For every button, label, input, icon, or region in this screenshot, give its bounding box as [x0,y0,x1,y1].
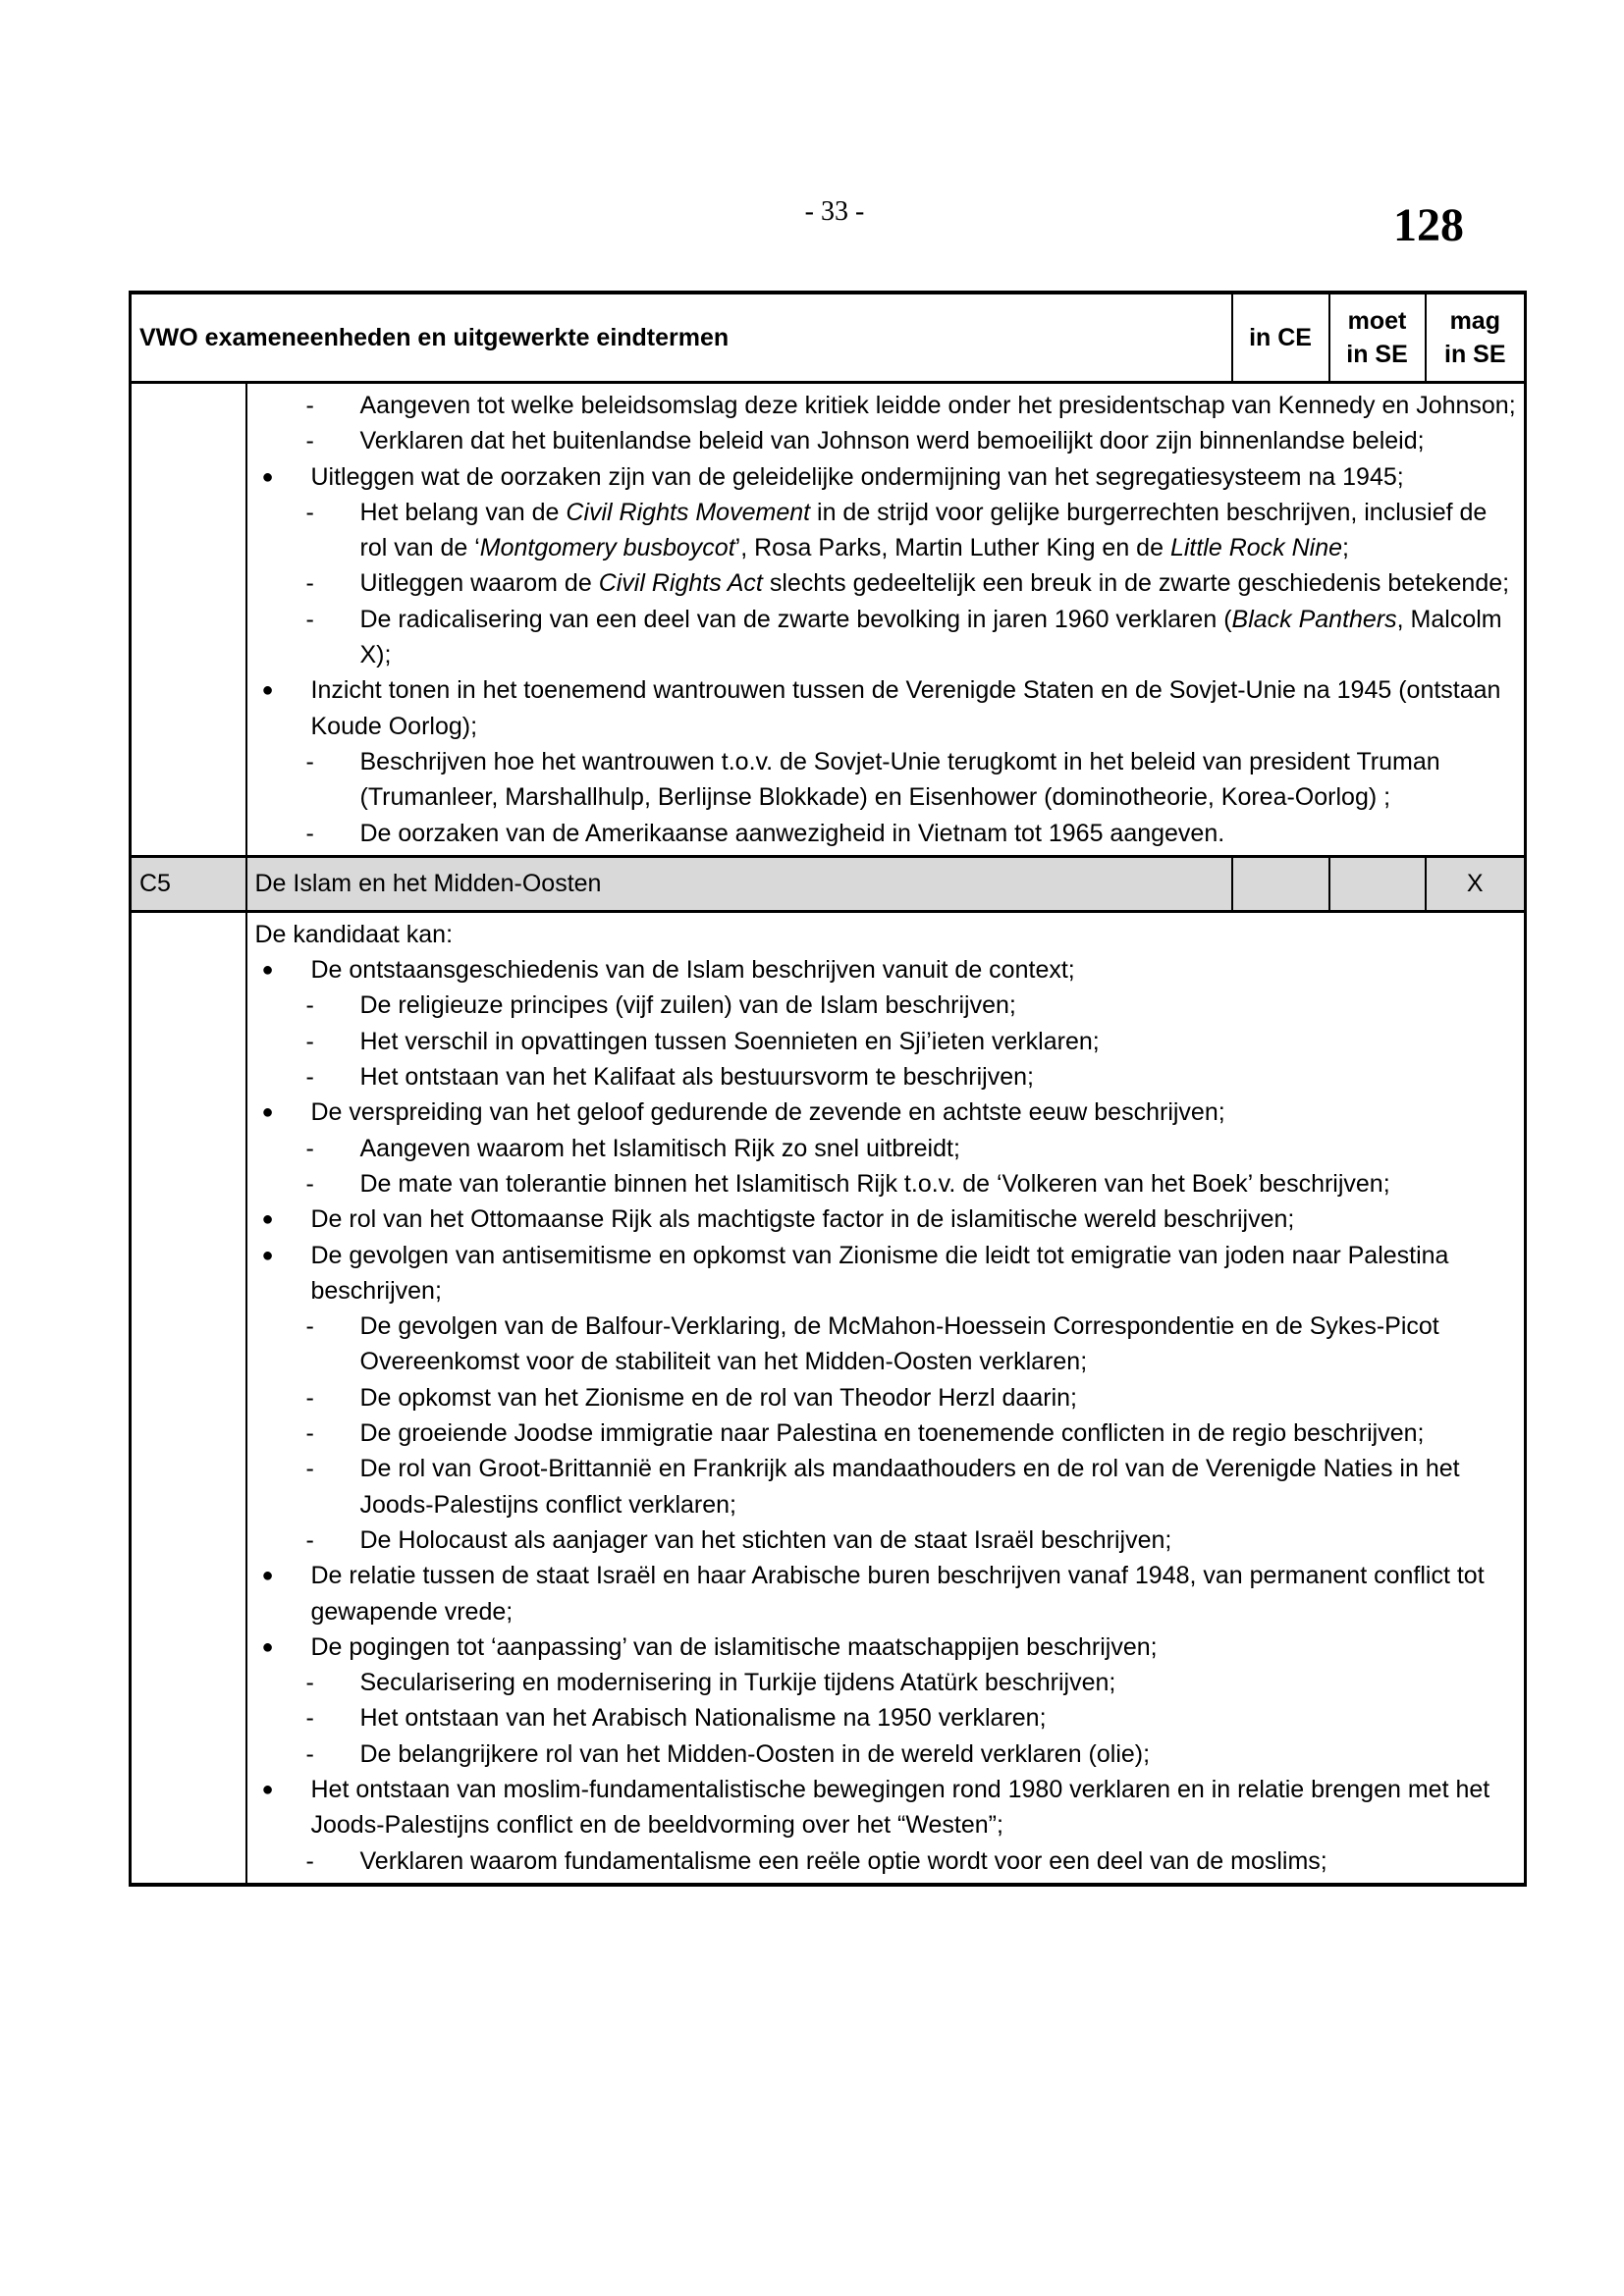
item-text: De gevolgen van antisemitisme en opkomst van Zionisme die leidt tot emigratie van joden naar Palestina beschrijven; [310,1241,1449,1305]
sub-item [255,816,1521,851]
sub-item [255,1700,1521,1735]
item-text: Het ontstaan van het Kalifaat als bestuursvorm te beschrijven; [359,1063,1034,1092]
header-moet-line1: moet [1347,307,1407,335]
item-text: De groeiende Joodse immigratie naar Palestina en toenemende conflicten in de regio beschrijven; [359,1419,1425,1448]
item-text: Beschrijven hoe het wantrouwen t.o.v. de Sovjet-Unie terugkomt in het beleid van president Truman (Trumanleer, Marshallhulp, Berlijnse Blokkade) en Eisenhower (dominotheorie, Korea-Oorlog) ; [359,747,1440,812]
sub-item [255,1451,1521,1522]
intro-text: De kandidaat kan: [254,920,454,948]
item-text: De ontstaansgeschiedenis van de Islam beschrijven vanuit de context; [310,956,1075,985]
code-cell-empty [131,911,246,1885]
dash-icon: - [305,1383,314,1412]
page-number: - 33 - [804,196,865,227]
dash-icon: - [305,1739,314,1768]
section-mag-in-se: X [1426,856,1526,911]
dash-icon: - [305,605,314,633]
item-text: De Holocaust als aanjager van het stichten van de staat Israël beschrijven; [359,1525,1172,1554]
eindtermen-list-block2 [255,952,1521,1879]
sub-item [255,1522,1521,1558]
bullet-icon: ● [261,1635,274,1658]
section-title: De Islam en het Midden-Oosten [246,856,1232,911]
item-text: De rol van Groot-Brittannië en Frankrijk als mandaathouders en de rol van de Verenigde Naties in het Joods-Palestijns conflict verklaren; [359,1455,1460,1519]
sub-item [255,744,1521,816]
table-header-row [131,293,1526,383]
item-text: Het belang van de Civil Rights Movement in de strijd voor gelijke burgerrechten beschrijven, inclusief de rol van de ‘Montgomery busboycot’, Rosa Parks, Martin Luther King en de Little Rock Nine; [359,498,1488,562]
section-code: C5 [131,856,246,911]
item-text: Uitleggen waarom de Civil Rights Act slechts gedeeltelijk een breuk in de zwarte geschiedenis betekende; [359,569,1510,598]
bullet-item [255,459,1521,495]
header-moet-line2: in SE [1346,341,1408,368]
item-text: De gevolgen van de Balfour-Verklaring, de McMahon-Hoessein Correspondentie en de Sykes-Picot Overeenkomst voor de stabiliteit van het Midden-Oosten verklaren; [359,1312,1439,1376]
item-text: Aangeven tot welke beleidsomslag deze kritiek leidde onder het presidentschap van Kennedy en Johnson; [359,392,1516,419]
sub-item [255,1131,1521,1166]
sub-item [255,423,1521,458]
dash-icon: - [305,1134,314,1162]
dash-icon: - [305,747,314,775]
dash-icon: - [305,1063,314,1092]
item-text: Het ontstaan van moslim-fundamentalistische bewegingen rond 1980 verklaren en in relatie brengen met het Joods-Palestijns conflict en de beeldvorming over het “Westen”; [310,1775,1490,1840]
item-text: Uitleggen wat de oorzaken zijn van de geleidelijke ondermijning van het segregatiesysteem na 1945; [310,462,1404,491]
item-text: Verklaren waarom fundamentalisme een reële optie wordt voor een deel van de moslims; [359,1846,1327,1875]
dash-icon: - [305,991,314,1020]
item-text: Inzicht tonen in het toenemend wantrouwen tussen de Verenigde Staten en de Sovjet-Unie na 1945 (ontstaan Koude Oorlog); [310,676,1501,740]
section-row-c5 [131,856,1526,911]
dash-icon: - [305,1455,314,1483]
dash-icon: - [305,1169,314,1198]
sub-item [255,388,1521,423]
sub-item [255,1380,1521,1415]
sub-item [255,1665,1521,1700]
sub-item [255,1166,1521,1201]
sub-item [255,1024,1521,1059]
eindtermen-list-block1 [255,388,1521,851]
bullet-item [255,952,1521,988]
sub-item [255,988,1521,1023]
dash-icon: - [305,498,314,526]
bullet-icon: ● [261,1565,274,1587]
dash-icon: - [305,1846,314,1875]
bullet-icon: ● [261,1244,274,1266]
header-mag-in-se [1426,293,1526,383]
dash-icon: - [305,1525,314,1554]
content-row-c4-continued [131,383,1526,857]
item-text: Het verschil in opvattingen tussen Soennieten en Sji’ieten verklaren; [359,1027,1100,1055]
sub-item [255,1308,1521,1380]
item-text: De verspreiding van het geloof gedurende de zevende en achtste eeuw beschrijven; [310,1098,1225,1127]
sub-item [255,565,1521,601]
sub-item [255,1415,1521,1451]
dash-icon: - [305,427,314,455]
bullet-item [255,1238,1521,1309]
section-in-ce [1232,856,1329,911]
bullet-icon: ● [261,679,274,702]
document-number: 128 [1393,199,1464,251]
item-text: De pogingen tot ‘aanpassing’ van de islamitische maatschappijen beschrijven; [310,1632,1158,1661]
content-row-c5 [131,911,1526,1885]
dash-icon: - [305,1704,314,1733]
bullet-item [255,672,1521,744]
section-moet-in-se [1329,856,1426,911]
sub-item [255,1736,1521,1772]
header-mag-line1: mag [1449,307,1500,335]
code-cell-empty [131,383,246,857]
bullet-icon: ● [261,1778,274,1800]
item-text: De relatie tussen de staat Israël en haar Arabische buren beschrijven vanaf 1948, van permanent conflict tot gewapende vrede; [310,1562,1485,1626]
sub-item [255,495,1521,566]
dash-icon: - [305,1027,314,1055]
dash-icon: - [305,1312,314,1341]
bullet-icon: ● [261,1208,274,1231]
bullet-item [255,1772,1521,1843]
header-mag-line2: in SE [1444,341,1506,368]
content-cell-block1 [246,383,1526,857]
item-text: De radicalisering van een deel van de zwarte bevolking in jaren 1960 verklaren (Black Panthers, Malcolm X); [359,605,1502,669]
bullet-item [255,1629,1521,1665]
item-text: Het ontstaan van het Arabisch Nationalisme na 1950 verklaren; [359,1704,1047,1733]
item-text: Verklaren dat het buitenlandse beleid van Johnson werd bemoeilijkt door zijn binnenlandse beleid; [359,427,1425,455]
bullet-item [255,1558,1521,1629]
item-text: De belangrijkere rol van het Midden-Oosten in de wereld verklaren (olie); [359,1739,1151,1768]
item-text: De opkomst van het Zionisme en de rol van Theodor Herzl daarin; [359,1383,1077,1412]
bullet-icon: ● [261,465,274,488]
item-text: De rol van het Ottomaanse Rijk als machtigste factor in de islamitische wereld beschrijven; [310,1205,1295,1234]
bullet-icon: ● [261,1101,274,1124]
dash-icon: - [305,1669,314,1697]
eindtermen-table [129,291,1527,1887]
dash-icon: - [305,569,314,598]
header-title: VWO exameneenheden en uitgewerkte eindtermen [131,293,1232,383]
bullet-item [255,1095,1521,1130]
item-text: De mate van tolerantie binnen het Islamitisch Rijk t.o.v. de ‘Volkeren van het Boek’ beschrijven; [359,1169,1390,1198]
sub-item [255,1059,1521,1095]
dash-icon: - [305,392,314,419]
item-text: De religieuze principes (vijf zuilen) van de Islam beschrijven; [359,991,1016,1020]
sub-item [255,602,1521,673]
header-moet-in-se [1329,293,1426,383]
content-cell-block2 [246,911,1526,1885]
dash-icon: - [305,1419,314,1448]
item-text: Secularisering en modernisering in Turkije tijdens Atatürk beschrijven; [359,1669,1116,1697]
sub-item [255,1843,1521,1879]
header-in-ce: in CE [1232,293,1329,383]
bullet-item [255,1201,1521,1237]
item-text: Aangeven waarom het Islamitisch Rijk zo snel uitbreidt; [359,1134,960,1162]
item-text: De oorzaken van de Amerikaanse aanwezigheid in Vietnam tot 1965 aangeven. [359,819,1225,847]
dash-icon: - [305,819,314,847]
bullet-icon: ● [261,959,274,982]
